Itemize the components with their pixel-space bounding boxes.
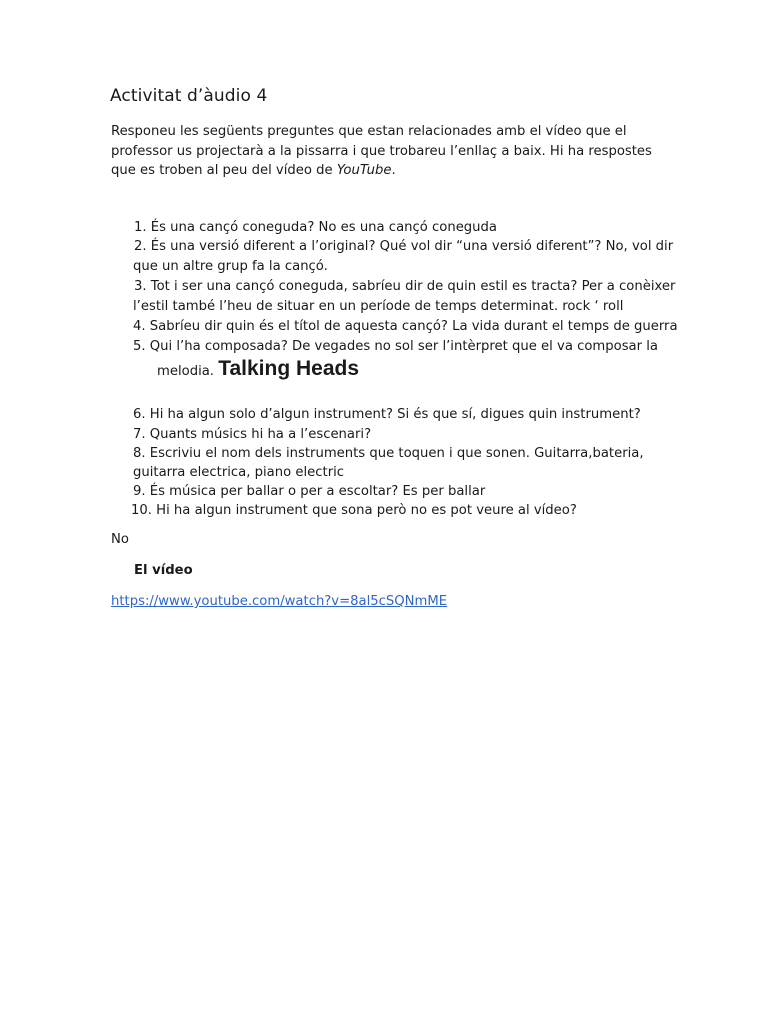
page-title: Activitat d’àudio 4	[110, 86, 268, 106]
question-5-line-2	[157, 357, 359, 384]
question-4: 4. Sabríeu dir quin és el títol de aquesta cançó? La vida durant el temps de guerra	[133, 319, 678, 334]
intro-paragraph	[111, 122, 666, 181]
intro-youtube-emphasis: YouTube	[336, 163, 392, 178]
question-10: 10. Hi ha algun instrument que sona però no es pot veure al vídeo?	[131, 503, 577, 518]
intro-text: Responeu les següents preguntes que estan relacionades amb el vídeo que el professor us projectarà a la pissarra i que trobareu l’enllaç a baix. Hi ha respostes que es troben al peu del vídeo de	[111, 124, 652, 178]
question-7: 7. Quants músics hi ha a l’escenari?	[133, 427, 372, 442]
intro-end: .	[391, 163, 396, 178]
question-8-line-2: guitarra electrica, piano electric	[133, 465, 345, 480]
band-answer: Talking Heads	[218, 357, 360, 380]
question-3-line-2: l’estil també l’heu de situar en un període de temps determinat. rock ‘ roll	[133, 299, 624, 314]
answer-no: No	[111, 532, 129, 547]
melodia-prefix: melodia.	[157, 364, 219, 379]
question-5-line-1: 5. Qui l’ha composada? De vegades no sol ser l’intèrpret que el va composar la	[133, 339, 659, 354]
youtube-link[interactable]: https://www.youtube.com/watch?v=8al5cSQNmME	[111, 594, 448, 609]
question-2-line-1: 2. És una versió diferent a l’original? Qué vol dir “una versió diferent”? No, vol dir	[134, 239, 674, 254]
question-8-line-1: 8. Escriviu el nom dels instruments que toquen i que sonen. Guitarra,bateria,	[133, 446, 644, 461]
question-2-line-2: que un altre grup fa la cançó.	[133, 259, 328, 274]
question-1: 1. És una cançó coneguda? No es una cançó coneguda	[134, 220, 497, 235]
question-3-line-1: 3. Tot i ser una cançó coneguda, sabríeu dir de quin estil es tracta? Per a conèixer	[134, 279, 676, 294]
question-9: 9. És música per ballar o per a escoltar? Es per ballar	[133, 484, 486, 499]
video-heading: El vídeo	[134, 563, 193, 578]
question-6: 6. Hi ha algun solo d’algun instrument? Si és que sí, digues quin instrument?	[133, 407, 641, 422]
